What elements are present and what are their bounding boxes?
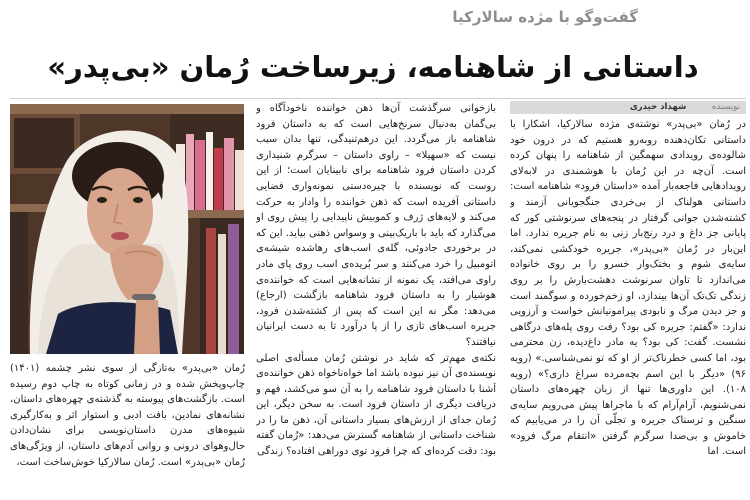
middle-paragraph-1: بازخوانی سرگذشت آن‌ها ذهن خواننده ناخودآگاه و بی‌گمان به‌دنبال سرنخ‌هایی است که به داستان فرود شاهنامه باز می‌گردد. این درهم‌تنیدگی، تنها بدان سبب نیست که «سهیلا» – راوی داستان – سرگرم شنیداری کردن داستان فرود شاهنامه برای نابینایان است؛ از این روست که نویسنده با چیره‌دستی نمونه‌واری فضایی داستانی آفریده است که ذهن خواننده را وادار به حرکت می‌کند و لایه‌های ژرف و کموبیش ناپیدایی را پیش روی او می‌گذارد که باید با باریک‌بینی و وسواس ذهنی بیاید. این که در برخوردی جادوئی، گله‌ی اسب‌های رهاشده شیشه‌ی اتومبیل را خرد می‌کنند و سر بُریده‌ی اسب روی پای مادر راوی می‌افتد، یک نمونه از نشانه‌هایی است که خواننده‌ی هوشیار را به داستان فرود شاهنامه بازگشت (ارجاع) می‌دهد: مگر نه این است که پس از کشته‌شدن فرود، جریره اسب‌های تازی را از پا درآورد تا به دست ایرانیان نیافتند؟ [256,103,496,348]
middle-paragraph-2: نکته‌ی مهم‌تر که شاید در نوشتن رُمان مسأله‌ی اصلی نویسنده‌ی آن نیز نبوده باشد اما خواه‌ناخواه ذهن خواننده‌ی آشنا با داستان فرود شاهنامه را به آن سو می‌کشد، فهم و دریافت دیگری از داستان فرود است. به سخن دیگر، این رُمان جدای از ارزش‌های بسیار داستانی آن، ذهن ما را در شناخت داستانی از شاهنامه گسترش می‌دهد: «رُمان گفته بود: دقت کرده‌ای که چرا فرود توی دوراهی افتاده؟ زندگی [256,352,496,458]
column-middle [256,101,496,500]
headline-divider [10,98,746,99]
article-kicker: گفت‌وگو با مژده سالارکیا [452,8,638,26]
column-left [10,361,245,500]
byline-author-name: شهداد حیدری [630,102,687,112]
byline-label: نویسنده [711,102,740,112]
right-paragraph-1: در رُمان «بی‌پدر» نوشته‌ی مژده سالارکیا، اشکارا با داستانی تکان‌دهنده روبه‌رو هستیم که در درون خود شالوده‌ی رویدادی سهمگین از شاهنامه را پنهان کرده است. آن‌چه در این رُمان با هوشمندی در لابه‌لای رویدادهایی فاجعه‌بار آمده «داستان فرود» شاهنامه است: داستانی هولناک از بی‌خردی جنگجویانی آزمند و کشته‌شدن جوانی گرفتار در پنجه‌های سرنوشتی کور که پایانی جز داغ و درد رنج‌بار زنی به نام جریره ندارد. اما این‌بار در رُمان «بی‌پدر»، جریره خودکشی نمی‌کند، سایه‌ی شوم و بختک‌وار خسرو را بر روی خانواده می‌اندازد تا تاوان سرنوشت دهشت‌بارش را بر روی زندگی تک‌تک آن‌ها بیندازد، او زخم‌خورده و سوگمند است و جز دیدن مرگ و نابودی پیرامونیانش خواست و آرزویی ندارد: «گفتم: جریره کی بود؟ رفت روی پله‌های درگاهی نشست. گفت: کی بود؟ یه مادر داغ‌دیده، زن محترمی بود، اما کسی خطرناک‌تر از او که تو نمی‌شناسی.» (رویه ۹۶) «دیگر با این اسم بچه‌مرده سراغ داری؟» (رویه ۱۰۸). این داوری‌ها تنها از زبان چهره‌های داستان نمی‌شنویم، آرام‌آرام که با ماجراها پیش می‌رویم سایه‌ی سنگین و ترسناک جریره و تجلّی آن را در می‌یابیم که خاموش و بی‌صدا سرگرم گرفتن «انتقام مرگ فرود» است. اما [510,119,746,458]
author-byline [510,101,746,114]
article-headline: داستانی از شاهنامه، زیرساخت رُمان «بی‌پدر» [47,50,699,84]
left-paragraph-1: رُمان «بی‌پدر» به‌تازگی از سوی نشر چشمه (۱۴۰۱) چاپ‌وپخش شده و در زمانی کوتاه به چاپ دوم رسیده است. بازگشت‌های پیوسته به گذشته‌ی چهره‌های داستان، نشانه‌های نمادین، بافت ادبی و استوار اثر و به‌کارگیری شیوه‌های مدرن داستان‌نویسی برای نشان‌دادن حال‌وهوای درونی و روانی آدم‌های داستان، از ویژگی‌های رُمان «بی‌پدر» است. رُمان سالارکیا خوش‌ساخت است، [10,363,245,468]
column-right [510,117,746,500]
author-photo [10,104,244,354]
author-portrait-icon [10,104,244,354]
